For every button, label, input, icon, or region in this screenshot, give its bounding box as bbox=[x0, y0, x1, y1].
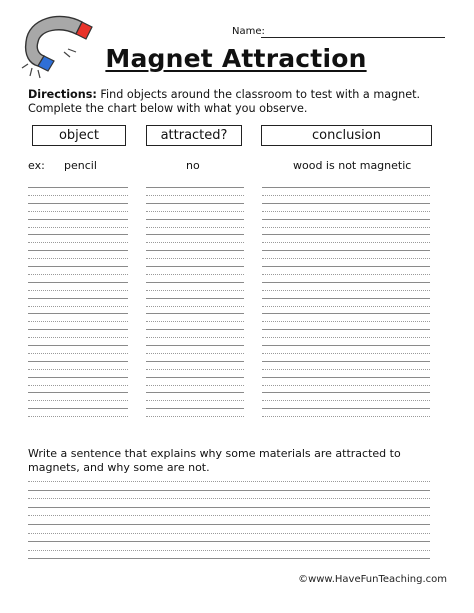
chart-line[interactable] bbox=[146, 392, 244, 393]
sentence-line[interactable] bbox=[28, 507, 430, 508]
chart-line[interactable] bbox=[28, 392, 128, 393]
chart-line[interactable] bbox=[262, 266, 430, 267]
chart-line[interactable] bbox=[262, 250, 430, 251]
chart-line[interactable] bbox=[146, 321, 244, 322]
chart-line[interactable] bbox=[262, 219, 430, 220]
chart-line[interactable] bbox=[28, 282, 128, 283]
chart-line[interactable] bbox=[146, 385, 244, 386]
chart-line[interactable] bbox=[28, 369, 128, 370]
chart-line[interactable] bbox=[28, 234, 128, 235]
chart-line[interactable] bbox=[146, 408, 244, 409]
chart-line[interactable] bbox=[28, 258, 128, 259]
directions bbox=[28, 88, 438, 116]
chart-line[interactable] bbox=[28, 219, 128, 220]
chart-line[interactable] bbox=[146, 242, 244, 243]
chart-line[interactable] bbox=[146, 203, 244, 204]
magnet-body bbox=[26, 16, 82, 66]
chart-line[interactable] bbox=[262, 385, 430, 386]
chart-line[interactable] bbox=[146, 250, 244, 251]
column-header-attracted: attracted? bbox=[146, 125, 242, 146]
example-conclusion: wood is not magnetic bbox=[293, 159, 412, 172]
chart-line[interactable] bbox=[146, 282, 244, 283]
chart-line[interactable] bbox=[28, 353, 128, 354]
chart-line[interactable] bbox=[28, 290, 128, 291]
chart-line[interactable] bbox=[262, 377, 430, 378]
chart-line[interactable] bbox=[146, 337, 244, 338]
chart-line[interactable] bbox=[262, 313, 430, 314]
sentence-prompt: Write a sentence that explains why some materials are attracted to magnets, and why some are not. bbox=[28, 447, 401, 474]
chart-line[interactable] bbox=[146, 211, 244, 212]
sentence-line[interactable] bbox=[28, 481, 430, 482]
sentence-line[interactable] bbox=[28, 533, 430, 534]
sentence-line[interactable] bbox=[28, 541, 430, 542]
chart-line[interactable] bbox=[262, 290, 430, 291]
footer-copyright: ©www.HaveFunTeaching.com bbox=[298, 574, 447, 585]
sentence-line[interactable] bbox=[28, 524, 430, 525]
chart-line[interactable] bbox=[28, 345, 128, 346]
chart-line[interactable] bbox=[146, 234, 244, 235]
chart-line[interactable] bbox=[262, 187, 430, 188]
chart-line[interactable] bbox=[28, 400, 128, 401]
example-prefix: ex: bbox=[28, 159, 45, 172]
sentence-line[interactable] bbox=[28, 490, 430, 491]
chart-line[interactable] bbox=[28, 227, 128, 228]
sentence-line[interactable] bbox=[28, 550, 430, 551]
chart-line[interactable] bbox=[262, 337, 430, 338]
chart-line[interactable] bbox=[146, 274, 244, 275]
column-header-object: object bbox=[32, 125, 126, 146]
chart-line[interactable] bbox=[28, 211, 128, 212]
chart-line[interactable] bbox=[28, 298, 128, 299]
chart-line[interactable] bbox=[146, 266, 244, 267]
chart-line[interactable] bbox=[262, 416, 430, 417]
name-field[interactable] bbox=[261, 37, 445, 38]
column-header-conclusion: conclusion bbox=[261, 125, 432, 146]
example-attracted: no bbox=[186, 159, 200, 172]
chart-line[interactable] bbox=[28, 321, 128, 322]
chart-line[interactable] bbox=[146, 195, 244, 196]
chart-line[interactable] bbox=[262, 353, 430, 354]
chart-line[interactable] bbox=[28, 250, 128, 251]
chart-line[interactable] bbox=[146, 290, 244, 291]
chart-line[interactable] bbox=[28, 408, 128, 409]
chart-line[interactable] bbox=[146, 227, 244, 228]
chart-line[interactable] bbox=[146, 369, 244, 370]
chart-line[interactable] bbox=[28, 203, 128, 204]
chart-line[interactable] bbox=[262, 242, 430, 243]
chart-line[interactable] bbox=[28, 377, 128, 378]
chart-line[interactable] bbox=[28, 337, 128, 338]
chart-line[interactable] bbox=[262, 306, 430, 307]
chart-line[interactable] bbox=[262, 392, 430, 393]
chart-line[interactable] bbox=[262, 211, 430, 212]
chart-line[interactable] bbox=[262, 234, 430, 235]
chart-line[interactable] bbox=[146, 298, 244, 299]
chart-line[interactable] bbox=[28, 329, 128, 330]
chart-line[interactable] bbox=[28, 416, 128, 417]
chart-line[interactable] bbox=[28, 361, 128, 362]
sentence-line[interactable] bbox=[28, 515, 430, 516]
chart-line[interactable] bbox=[262, 298, 430, 299]
chart-line[interactable] bbox=[146, 306, 244, 307]
example-object: pencil bbox=[64, 159, 97, 172]
chart-line[interactable] bbox=[146, 416, 244, 417]
chart-line[interactable] bbox=[28, 195, 128, 196]
chart-line[interactable] bbox=[28, 266, 128, 267]
chart-line[interactable] bbox=[28, 385, 128, 386]
chart-line[interactable] bbox=[262, 321, 430, 322]
chart-line[interactable] bbox=[262, 400, 430, 401]
chart-line[interactable] bbox=[262, 227, 430, 228]
chart-line[interactable] bbox=[146, 361, 244, 362]
chart-line[interactable] bbox=[28, 274, 128, 275]
chart-line[interactable] bbox=[262, 345, 430, 346]
chart-line[interactable] bbox=[262, 195, 430, 196]
horseshoe-magnet-icon bbox=[20, 12, 102, 84]
directions-label: Directions: bbox=[28, 88, 97, 101]
chart-line[interactable] bbox=[262, 274, 430, 275]
chart-line[interactable] bbox=[262, 203, 430, 204]
name-label: Name: bbox=[232, 26, 265, 37]
chart-line[interactable] bbox=[146, 377, 244, 378]
sentence-line[interactable] bbox=[28, 558, 430, 559]
chart-line[interactable] bbox=[28, 313, 128, 314]
chart-line[interactable] bbox=[146, 353, 244, 354]
chart-line[interactable] bbox=[146, 187, 244, 188]
chart-line[interactable] bbox=[146, 345, 244, 346]
chart-line[interactable] bbox=[262, 369, 430, 370]
chart-line[interactable] bbox=[28, 306, 128, 307]
chart-line[interactable] bbox=[146, 219, 244, 220]
chart-line[interactable] bbox=[262, 282, 430, 283]
chart-line[interactable] bbox=[262, 329, 430, 330]
chart-line[interactable] bbox=[262, 408, 430, 409]
chart-line[interactable] bbox=[28, 187, 128, 188]
chart-line[interactable] bbox=[262, 258, 430, 259]
chart-line[interactable] bbox=[146, 313, 244, 314]
chart-line[interactable] bbox=[262, 361, 430, 362]
worksheet-title: Magnet Attraction bbox=[105, 44, 367, 73]
chart-line[interactable] bbox=[146, 258, 244, 259]
directions-text: Find objects around the classroom to test with a magnet. Complete the chart below with what you observe. bbox=[28, 88, 421, 115]
sentence-line[interactable] bbox=[28, 498, 430, 499]
chart-line[interactable] bbox=[146, 400, 244, 401]
chart-line[interactable] bbox=[28, 242, 128, 243]
chart-line[interactable] bbox=[146, 329, 244, 330]
